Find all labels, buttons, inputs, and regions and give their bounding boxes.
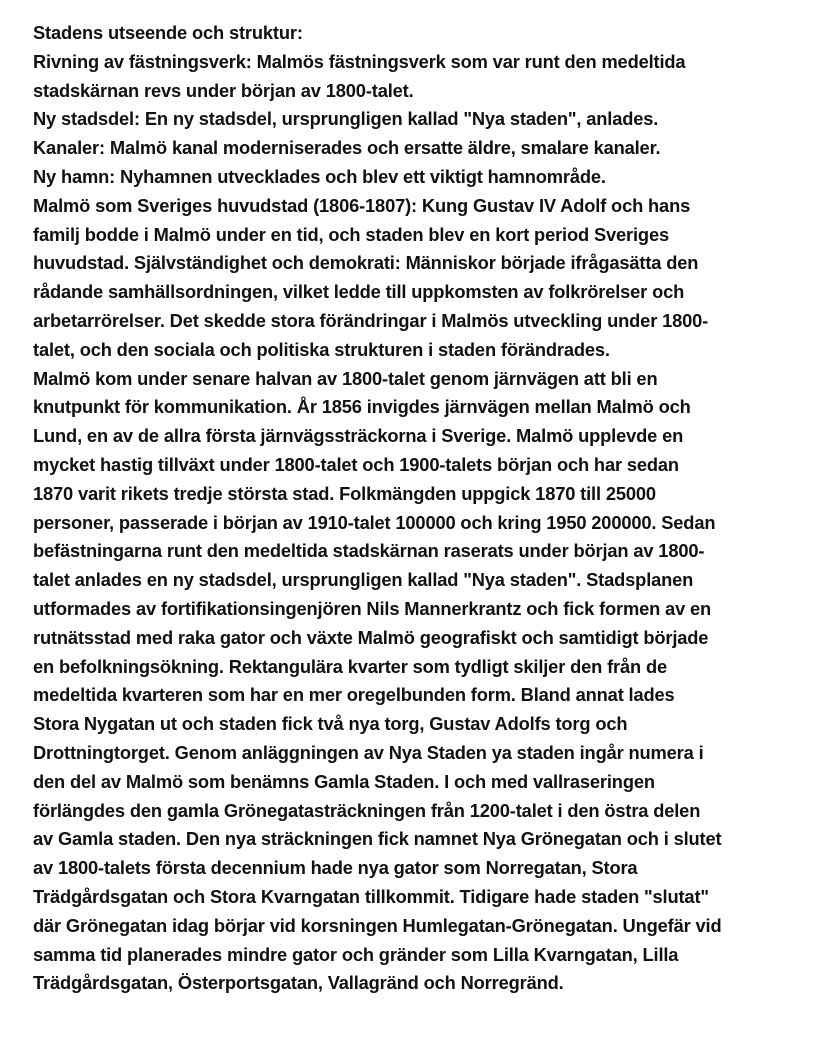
text-line: Trädgårdsgatan, Österportsgatan, Vallagränd och Norregränd.: [33, 972, 564, 994]
text-line: Kanaler: Malmö kanal moderniserades och ersatte äldre, smalare kanaler.: [33, 137, 661, 159]
text-line: Drottningtorget. Genom anläggningen av Nya Staden ya staden ingår numera i: [33, 741, 704, 763]
text-line: talet, och den sociala och politiska strukturen i staden förändrades.: [33, 338, 610, 360]
text-line: rådande samhällsordningen, vilket ledde till uppkomsten av folkrörelser och: [33, 281, 685, 303]
text-line: huvudstad. Självständighet och demokrati: Människor började ifrågasätta den: [33, 252, 699, 274]
text-line: 1870 varit rikets tredje största stad. Folkmängden uppgick 1870 till 25000: [33, 482, 656, 504]
heading-line: Stadens utseende och struktur:: [33, 22, 303, 43]
text-line: Ny hamn: Nyhamnen utvecklades och blev ett viktigt hamnområde.: [33, 165, 606, 187]
text-line: en befolkningsökning. Rektangulära kvarter som tydligt skiljer den från de: [33, 655, 667, 677]
text-line: Rivning av fästningsverk: Malmös fästningsverk som var runt den medeltida: [33, 50, 686, 72]
text-line: knutpunkt för kommunikation. År 1856 invigdes järnvägen mellan Malmö och: [33, 396, 691, 418]
text-line: den del av Malmö som benämns Gamla Staden. I och med vallraseringen: [33, 770, 655, 792]
text-line: familj bodde i Malmö under en tid, och staden blev en kort period Sveriges: [33, 223, 669, 245]
text-line: Lund, en av de allra första järnvägssträckorna i Sverige. Malmö upplevde en: [33, 425, 684, 447]
text-line: samma tid planerades mindre gator och gränder som Lilla Kvarngatan, Lilla: [33, 943, 679, 965]
text-line: av 1800-talets första decennium hade nya gator som Norregatan, Stora: [33, 857, 638, 879]
text-line: av Gamla staden. Den nya sträckningen fick namnet Nya Grönegatan och i slutet: [33, 828, 722, 850]
text-line: personer, passerade i början av 1910-talet 100000 och kring 1950 200000. Sedan: [33, 511, 716, 533]
text-line: talet anlades en ny stadsdel, ursprungligen kallad "Nya staden". Stadsplanen: [33, 569, 694, 591]
text-line: arbetarrörelser. Det skedde stora förändringar i Malmös utveckling under 1800-: [33, 309, 709, 331]
text-line: där Grönegatan idag börjar vid korsningen Humlegatan-Grönegatan. Ungefär vid: [33, 914, 722, 936]
text-line: Trädgårdsgatan och Stora Kvarngatan tillkommit. Tidigare hade staden "slutat": [33, 885, 709, 907]
text-line: stadskärnan revs under början av 1800-talet.: [33, 79, 414, 101]
document-body: [33, 19, 808, 998]
text-line: medeltida kvarteren som har en mer oregelbunden form. Bland annat lades: [33, 684, 675, 706]
text-line: Malmö som Sveriges huvudstad (1806-1807): Kung Gustav IV Adolf och hans: [33, 194, 691, 216]
text-line: Stora Nygatan ut och staden fick två nya torg, Gustav Adolfs torg och: [33, 713, 628, 735]
text-line: rutnätsstad med raka gator och växte Malmö geografiskt och samtidigt började: [33, 626, 709, 648]
text-line: utformades av fortifikationsingenjören Nils Mannerkrantz och fick formen av en: [33, 597, 712, 619]
text-line: mycket hastig tillväxt under 1800-talet och 1900-talets början och har sedan: [33, 453, 679, 475]
text-line: Ny stadsdel: En ny stadsdel, ursprungligen kallad "Nya staden", anlades.: [33, 108, 659, 130]
text-line: Malmö kom under senare halvan av 1800-talet genom järnvägen att bli en: [33, 367, 658, 389]
text-line: förlängdes den gamla Grönegatasträckningen från 1200-talet i den östra delen: [33, 799, 701, 821]
text-line: befästningarna runt den medeltida stadskärnan raserats under början av 1800-: [33, 540, 705, 562]
